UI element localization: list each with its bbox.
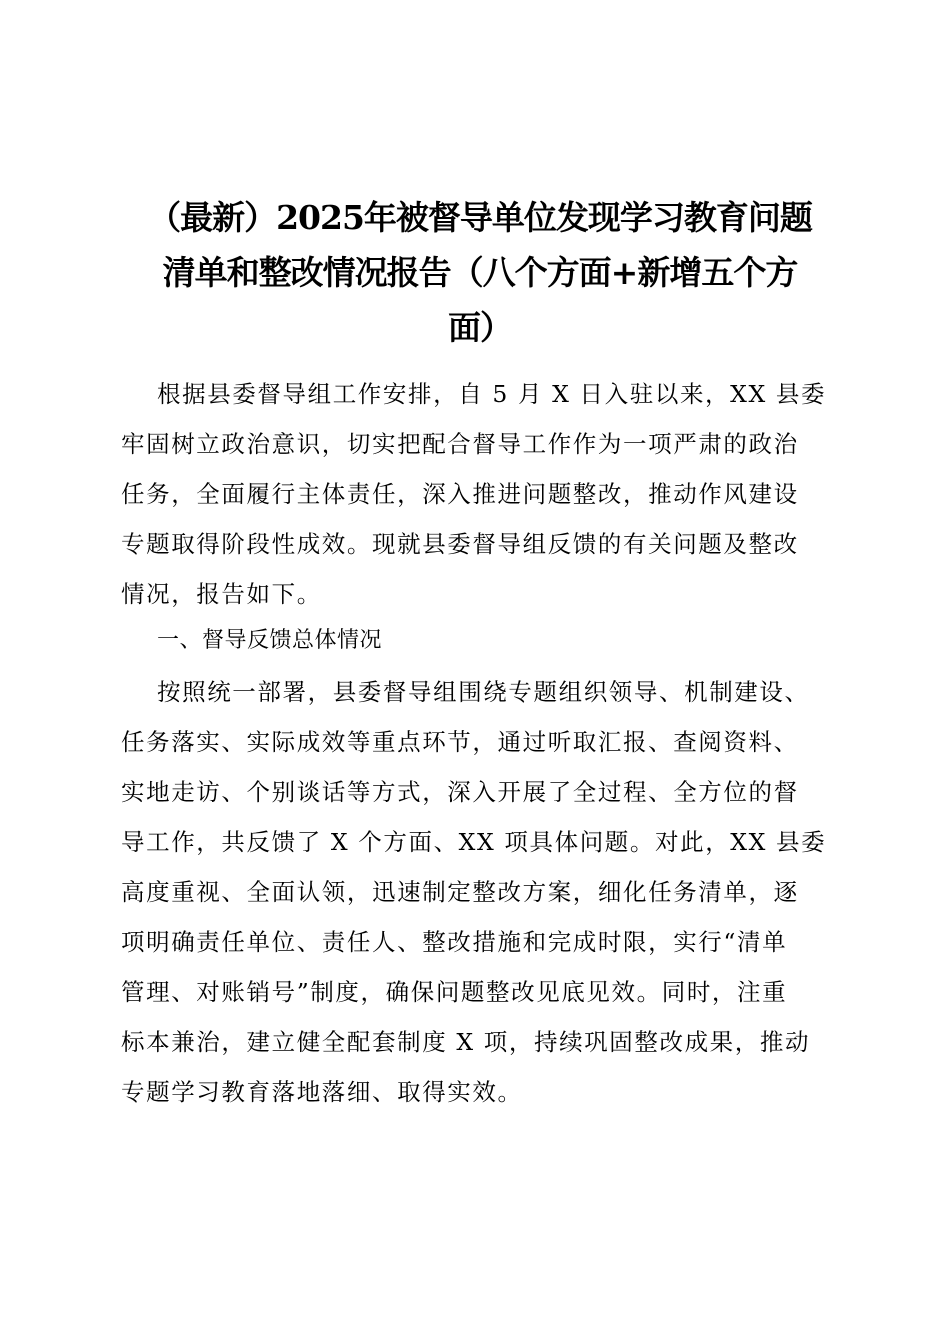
paragraph-line: 高度重视、全面认领，迅速制定整改方案，细化任务清单，逐 (121, 878, 799, 906)
title-line: 清单和整改情况报告（八个方面+新增五个方 (162, 253, 798, 292)
paragraph-line: 情况，报告如下。 (121, 580, 322, 608)
paragraph-line: 管理、对账销号”制度，确保问题整改见底见效。同时，注重 (121, 978, 788, 1006)
paragraph-line: 按照统一部署，县委督导组围绕专题组织领导、机制建设、 (157, 678, 810, 706)
paragraph-line: 导工作，共反馈了 X 个方面、XX 项具体问题。对此，XX 县委 (121, 828, 827, 856)
paragraph-line: 专题取得阶段性成效。现就县委督导组反馈的有关问题及整改 (121, 530, 799, 558)
section-heading: 一、督导反馈总体情况 (157, 628, 383, 653)
title-line: 面） (448, 308, 512, 347)
title-line: （最新）2025年被督导单位发现学习教育问题 (148, 198, 812, 237)
paragraph-intro (121, 369, 827, 619)
paragraph-line: 根据县委督导组工作安排，自 5 月 X 日入驻以来，XX 县委 (157, 380, 827, 408)
paragraph-overview (121, 667, 827, 1117)
paragraph-line: 任务，全面履行主体责任，深入推进问题整改，推动作风建设 (121, 480, 799, 508)
paragraph-line: 专题学习教育落地落细、取得实效。 (121, 1078, 523, 1106)
paragraph-line: 实地走访、个别谈话等方式，深入开展了全过程、全方位的督 (121, 778, 799, 806)
paragraph-line: 牢固树立政治意识，切实把配合督导工作作为一项严肃的政治 (121, 430, 799, 458)
paragraph-line: 标本兼治，建立健全配套制度 X 项，持续巩固整改成果，推动 (121, 1028, 811, 1056)
document-title (120, 190, 840, 355)
paragraph-line: 项明确责任单位、责任人、整改措施和完成时限，实行“清单 (121, 928, 788, 956)
paragraph-line: 任务落实、实际成效等重点环节，通过听取汇报、查阅资料、 (121, 728, 799, 756)
